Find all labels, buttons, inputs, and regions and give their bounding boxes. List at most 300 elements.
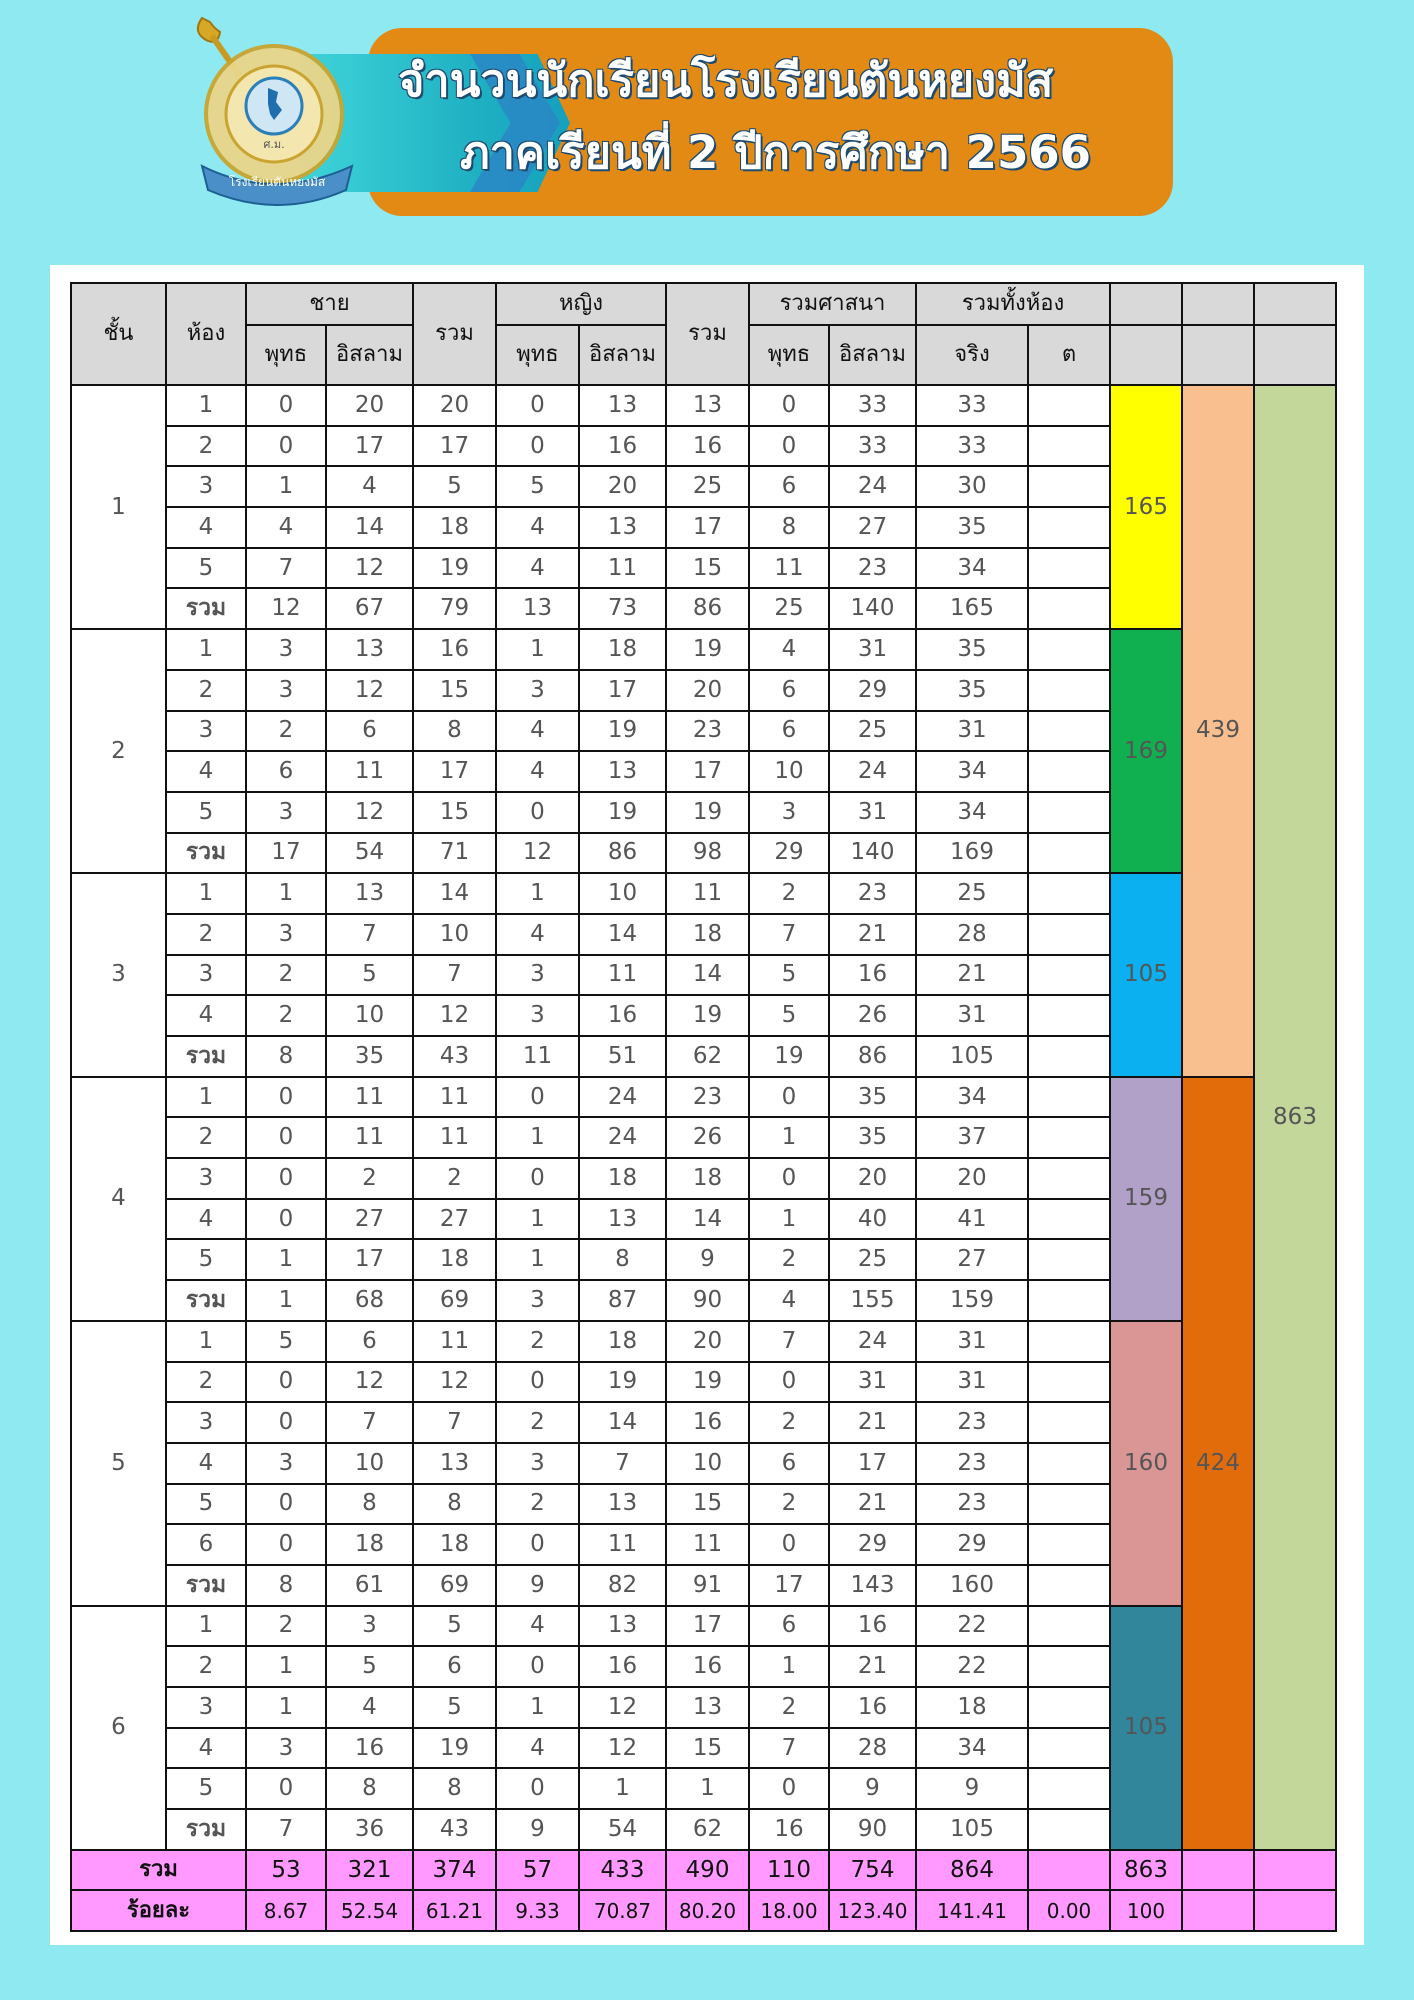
data-cell: 25 <box>829 1239 916 1280</box>
data-cell: 1 <box>666 1768 749 1809</box>
data-cell: 1 <box>246 873 326 914</box>
footer-cell: 8.67 <box>246 1890 326 1931</box>
header-male-total: รวม <box>413 283 496 385</box>
data-cell: 3 <box>496 1280 579 1321</box>
room-number: 3 <box>166 711 246 752</box>
data-cell: 3 <box>496 670 579 711</box>
data-cell: 35 <box>916 629 1028 670</box>
data-cell: 2 <box>413 1158 496 1199</box>
data-cell: 1 <box>496 629 579 670</box>
data-cell: 13 <box>496 588 579 629</box>
data-cell: 33 <box>916 426 1028 467</box>
table-row <box>71 1321 1336 1362</box>
data-cell: 27 <box>326 1199 413 1240</box>
student-count-table <box>70 282 1337 1932</box>
data-cell: 3 <box>246 629 326 670</box>
data-cell: 43 <box>413 1809 496 1850</box>
footer-cell: 433 <box>579 1850 666 1891</box>
data-cell: 12 <box>326 670 413 711</box>
footer-blank-cell <box>1254 1890 1336 1931</box>
data-cell: 16 <box>666 1646 749 1687</box>
data-cell: 54 <box>579 1809 666 1850</box>
data-cell: 27 <box>829 507 916 548</box>
header-blank <box>1254 325 1336 385</box>
data-cell: 1 <box>246 466 326 507</box>
data-cell: 17 <box>246 833 326 874</box>
data-cell: 34 <box>916 1077 1028 1118</box>
data-cell: 5 <box>326 955 413 996</box>
data-cell: 14 <box>579 1402 666 1443</box>
grade-total-box: 159 <box>1110 1077 1182 1321</box>
school-logo-icon <box>182 6 372 206</box>
data-cell: 8 <box>579 1239 666 1280</box>
data-cell: 13 <box>579 751 666 792</box>
data-cell: 6 <box>749 466 829 507</box>
data-cell: 2 <box>326 1158 413 1199</box>
data-cell: 17 <box>326 1239 413 1280</box>
footer-label: ร้อยละ <box>71 1890 246 1931</box>
grade-total-box: 160 <box>1110 1321 1182 1606</box>
data-cell: 20 <box>829 1158 916 1199</box>
data-cell: 91 <box>666 1565 749 1606</box>
data-cell: 33 <box>916 385 1028 426</box>
data-cell: 0 <box>246 1768 326 1809</box>
data-cell: 35 <box>829 1077 916 1118</box>
header-religion-buddhist: พุทธ <box>749 325 829 385</box>
data-cell: 6 <box>749 1606 829 1647</box>
data-cell: 4 <box>496 1606 579 1647</box>
data-cell: 10 <box>666 1443 749 1484</box>
data-cell: 10 <box>326 995 413 1036</box>
data-cell: 18 <box>413 1524 496 1565</box>
data-cell: 5 <box>749 995 829 1036</box>
data-cell: 4 <box>496 548 579 589</box>
header-blank <box>1110 325 1182 385</box>
header-religion-islam: อิสลาม <box>829 325 916 385</box>
data-cell: 2 <box>246 995 326 1036</box>
room-number: 2 <box>166 426 246 467</box>
footer-cell: 123.40 <box>829 1890 916 1931</box>
data-cell: 0 <box>246 1402 326 1443</box>
data-cell: 11 <box>413 1077 496 1118</box>
data-cell <box>1028 1321 1110 1362</box>
data-cell: 3 <box>326 1606 413 1647</box>
data-cell: 16 <box>666 426 749 467</box>
data-cell: 1 <box>246 1687 326 1728</box>
data-cell: 9 <box>829 1768 916 1809</box>
footer-cell: 374 <box>413 1850 496 1891</box>
data-cell: 7 <box>413 955 496 996</box>
data-cell <box>1028 1809 1110 1850</box>
data-cell: 11 <box>666 873 749 914</box>
data-cell: 34 <box>916 792 1028 833</box>
footer-cell: 0.00 <box>1028 1890 1110 1931</box>
data-cell: 15 <box>666 1728 749 1769</box>
data-cell: 24 <box>829 1321 916 1362</box>
data-cell: 3 <box>246 670 326 711</box>
data-cell: 2 <box>246 955 326 996</box>
room-number: 4 <box>166 1199 246 1240</box>
data-cell: 23 <box>829 548 916 589</box>
room-number: 2 <box>166 1646 246 1687</box>
data-cell: 13 <box>579 1484 666 1525</box>
data-cell: 51 <box>579 1036 666 1077</box>
table-row <box>71 1077 1336 1118</box>
footer-cell: 9.33 <box>496 1890 579 1931</box>
data-cell: 11 <box>579 1524 666 1565</box>
header-blank <box>1254 283 1336 325</box>
data-cell: 15 <box>413 792 496 833</box>
data-cell: 10 <box>413 914 496 955</box>
data-cell: 20 <box>579 466 666 507</box>
room-number: 4 <box>166 1443 246 1484</box>
room-number: 5 <box>166 548 246 589</box>
data-cell: 15 <box>666 548 749 589</box>
data-cell: 98 <box>666 833 749 874</box>
footer-cell: 53 <box>246 1850 326 1891</box>
header-grade: ชั้น <box>71 283 166 385</box>
data-cell: 18 <box>413 1239 496 1280</box>
data-cell: 23 <box>916 1402 1028 1443</box>
data-cell: 6 <box>326 1321 413 1362</box>
room-number: 4 <box>166 751 246 792</box>
data-cell: 6 <box>749 670 829 711</box>
data-cell: 9 <box>496 1809 579 1850</box>
data-cell: 1 <box>496 1117 579 1158</box>
data-cell: 9 <box>916 1768 1028 1809</box>
data-cell: 0 <box>246 1158 326 1199</box>
grade-cell: 1 <box>71 385 166 629</box>
footer-cell: 490 <box>666 1850 749 1891</box>
data-cell: 26 <box>829 995 916 1036</box>
data-cell: 4 <box>496 1728 579 1769</box>
data-cell: 29 <box>829 1524 916 1565</box>
data-cell: 12 <box>326 792 413 833</box>
data-cell: 0 <box>496 1768 579 1809</box>
room-number: 1 <box>166 1077 246 1118</box>
data-cell: 1 <box>246 1280 326 1321</box>
data-cell: 0 <box>496 1646 579 1687</box>
footer-blank-cell <box>1182 1890 1254 1931</box>
data-cell: 31 <box>829 792 916 833</box>
data-cell: 8 <box>413 1768 496 1809</box>
data-cell: 22 <box>916 1646 1028 1687</box>
data-cell: 21 <box>829 1402 916 1443</box>
data-cell: 0 <box>246 1077 326 1118</box>
data-cell <box>1028 1524 1110 1565</box>
data-cell: 0 <box>246 426 326 467</box>
data-cell: 7 <box>326 1402 413 1443</box>
data-cell <box>1028 1768 1110 1809</box>
data-cell: 5 <box>413 466 496 507</box>
data-cell: 16 <box>749 1809 829 1850</box>
data-cell: 11 <box>413 1117 496 1158</box>
data-cell: 19 <box>413 548 496 589</box>
data-cell: 2 <box>246 711 326 752</box>
data-cell: 31 <box>916 1362 1028 1403</box>
data-cell: 0 <box>496 1362 579 1403</box>
grade-sum-label: รวม <box>166 588 246 629</box>
data-cell: 11 <box>666 1524 749 1565</box>
data-cell: 25 <box>749 588 829 629</box>
room-number: 2 <box>166 670 246 711</box>
data-cell: 0 <box>496 792 579 833</box>
data-cell: 35 <box>916 507 1028 548</box>
room-number: 5 <box>166 1768 246 1809</box>
data-cell: 1 <box>749 1646 829 1687</box>
header-actual: จริง <box>916 325 1028 385</box>
data-cell: 11 <box>413 1321 496 1362</box>
data-cell: 17 <box>666 1606 749 1647</box>
data-cell: 6 <box>246 751 326 792</box>
data-cell: 2 <box>496 1321 579 1362</box>
grade-sum-label: รวม <box>166 1565 246 1606</box>
data-cell: 12 <box>413 995 496 1036</box>
data-cell: 15 <box>666 1484 749 1525</box>
data-cell: 18 <box>666 1158 749 1199</box>
footer-cell: 110 <box>749 1850 829 1891</box>
data-cell: 0 <box>496 1077 579 1118</box>
data-cell: 87 <box>579 1280 666 1321</box>
data-cell: 1 <box>496 1239 579 1280</box>
room-number: 4 <box>166 507 246 548</box>
section-total-box: 424 <box>1182 1077 1254 1850</box>
data-cell: 16 <box>326 1728 413 1769</box>
data-cell <box>1028 466 1110 507</box>
data-cell: 29 <box>829 670 916 711</box>
data-cell: 37 <box>916 1117 1028 1158</box>
footer-extra-cell: 863 <box>1110 1850 1182 1891</box>
data-cell: 8 <box>246 1565 326 1606</box>
data-cell: 28 <box>829 1728 916 1769</box>
data-cell: 12 <box>579 1687 666 1728</box>
data-cell: 23 <box>916 1484 1028 1525</box>
data-cell: 61 <box>326 1565 413 1606</box>
data-cell: 6 <box>326 711 413 752</box>
data-cell: 9 <box>496 1565 579 1606</box>
data-cell: 25 <box>666 466 749 507</box>
data-cell: 25 <box>829 711 916 752</box>
data-cell: 4 <box>326 1687 413 1728</box>
data-cell: 19 <box>413 1728 496 1769</box>
data-cell: 1 <box>749 1117 829 1158</box>
data-cell: 105 <box>916 1036 1028 1077</box>
data-cell: 12 <box>413 1362 496 1403</box>
data-cell: 31 <box>916 1321 1028 1362</box>
data-cell: 36 <box>326 1809 413 1850</box>
data-cell <box>1028 588 1110 629</box>
data-cell: 140 <box>829 588 916 629</box>
data-cell: 3 <box>246 1728 326 1769</box>
data-cell: 34 <box>916 1728 1028 1769</box>
data-cell: 20 <box>666 670 749 711</box>
data-cell: 9 <box>666 1239 749 1280</box>
data-cell: 0 <box>496 426 579 467</box>
section-total-box: 439 <box>1182 385 1254 1077</box>
grade-cell: 4 <box>71 1077 166 1321</box>
data-cell: 0 <box>246 385 326 426</box>
data-cell: 8 <box>326 1484 413 1525</box>
data-cell: 2 <box>749 1402 829 1443</box>
room-number: 3 <box>166 955 246 996</box>
data-cell: 24 <box>829 751 916 792</box>
data-cell <box>1028 1606 1110 1647</box>
footer-cell: 52.54 <box>326 1890 413 1931</box>
student-table-card <box>50 265 1364 1945</box>
data-cell: 33 <box>829 385 916 426</box>
data-cell: 10 <box>326 1443 413 1484</box>
data-cell: 69 <box>413 1280 496 1321</box>
data-cell: 12 <box>326 1362 413 1403</box>
data-cell: 90 <box>829 1809 916 1850</box>
grade-sum-label: รวม <box>166 1809 246 1850</box>
data-cell: 19 <box>666 629 749 670</box>
data-cell <box>1028 955 1110 996</box>
data-cell: 71 <box>413 833 496 874</box>
data-cell: 3 <box>246 792 326 833</box>
data-cell: 29 <box>916 1524 1028 1565</box>
data-cell: 8 <box>413 1484 496 1525</box>
logo-emblem-text: ศ.ม. <box>263 138 285 151</box>
room-number: 5 <box>166 1484 246 1525</box>
data-cell: 18 <box>579 629 666 670</box>
footer-cell: 141.41 <box>916 1890 1028 1931</box>
data-cell: 8 <box>326 1768 413 1809</box>
data-cell: 26 <box>666 1117 749 1158</box>
data-cell: 160 <box>916 1565 1028 1606</box>
room-number: 4 <box>166 995 246 1036</box>
room-number: 1 <box>166 385 246 426</box>
data-cell: 143 <box>829 1565 916 1606</box>
grade-sum-label: รวม <box>166 833 246 874</box>
footer-cell: 80.20 <box>666 1890 749 1931</box>
data-cell: 11 <box>749 548 829 589</box>
data-cell: 0 <box>246 1117 326 1158</box>
data-cell: 22 <box>916 1606 1028 1647</box>
data-cell: 3 <box>496 1443 579 1484</box>
data-cell: 13 <box>579 1606 666 1647</box>
data-cell: 7 <box>413 1402 496 1443</box>
data-cell: 2 <box>749 873 829 914</box>
data-cell: 15 <box>413 670 496 711</box>
data-cell: 31 <box>829 1362 916 1403</box>
data-cell: 30 <box>916 466 1028 507</box>
data-cell: 7 <box>579 1443 666 1484</box>
grade-total-box: 165 <box>1110 385 1182 629</box>
footer-blank-cell <box>1182 1850 1254 1891</box>
data-cell: 73 <box>579 588 666 629</box>
data-cell: 19 <box>579 792 666 833</box>
data-cell <box>1028 1484 1110 1525</box>
data-cell: 20 <box>326 385 413 426</box>
data-cell: 165 <box>916 588 1028 629</box>
room-number: 4 <box>166 1728 246 1769</box>
data-cell: 0 <box>749 1077 829 1118</box>
data-cell <box>1028 670 1110 711</box>
room-number: 6 <box>166 1524 246 1565</box>
data-cell: 16 <box>829 1606 916 1647</box>
grade-total-box: 169 <box>1110 629 1182 873</box>
grade-cell: 6 <box>71 1606 166 1850</box>
data-cell: 6 <box>749 1443 829 1484</box>
data-cell: 155 <box>829 1280 916 1321</box>
footer-cell: 754 <box>829 1850 916 1891</box>
data-cell: 4 <box>496 914 579 955</box>
data-cell: 5 <box>246 1321 326 1362</box>
data-cell: 21 <box>829 1646 916 1687</box>
data-cell: 17 <box>666 507 749 548</box>
data-cell: 21 <box>829 1484 916 1525</box>
data-cell: 3 <box>246 1443 326 1484</box>
data-cell: 20 <box>916 1158 1028 1199</box>
data-cell <box>1028 507 1110 548</box>
data-cell: 4 <box>749 629 829 670</box>
data-cell: 3 <box>749 792 829 833</box>
data-cell <box>1028 1117 1110 1158</box>
data-cell <box>1028 1158 1110 1199</box>
data-cell: 86 <box>666 588 749 629</box>
data-cell: 19 <box>666 1362 749 1403</box>
data-cell: 12 <box>326 548 413 589</box>
table-row <box>71 629 1336 670</box>
data-cell <box>1028 914 1110 955</box>
data-cell: 0 <box>246 1524 326 1565</box>
data-cell <box>1028 1362 1110 1403</box>
data-cell: 34 <box>916 548 1028 589</box>
data-cell <box>1028 1077 1110 1118</box>
room-number: 1 <box>166 873 246 914</box>
page-title-line-1: จำนวนนักเรียนโรงเรียนตันหยงมัส <box>398 54 1054 107</box>
data-cell: 1 <box>579 1768 666 1809</box>
data-cell: 3 <box>496 955 579 996</box>
room-number: 3 <box>166 1158 246 1199</box>
data-cell: 12 <box>579 1728 666 1769</box>
room-number: 2 <box>166 1362 246 1403</box>
data-cell: 41 <box>916 1199 1028 1240</box>
grade-sum-label: รวม <box>166 1280 246 1321</box>
room-number: 1 <box>166 1321 246 1362</box>
data-cell: 16 <box>829 1687 916 1728</box>
data-cell: 33 <box>829 426 916 467</box>
header-blank <box>1182 325 1254 385</box>
data-cell: 35 <box>326 1036 413 1077</box>
data-cell: 7 <box>326 914 413 955</box>
data-cell <box>1028 995 1110 1036</box>
data-cell: 7 <box>749 914 829 955</box>
data-cell <box>1028 1036 1110 1077</box>
data-cell: 28 <box>916 914 1028 955</box>
data-cell: 34 <box>916 751 1028 792</box>
room-number: 3 <box>166 1402 246 1443</box>
data-cell: 21 <box>829 914 916 955</box>
data-cell: 11 <box>326 1077 413 1118</box>
room-number: 2 <box>166 914 246 955</box>
footer-total-row <box>71 1850 1336 1891</box>
data-cell: 8 <box>749 507 829 548</box>
data-cell: 24 <box>579 1117 666 1158</box>
table-row <box>71 1606 1336 1647</box>
data-cell: 17 <box>413 751 496 792</box>
data-cell: 11 <box>326 1117 413 1158</box>
data-cell <box>1028 1199 1110 1240</box>
data-cell: 18 <box>579 1158 666 1199</box>
data-cell: 6 <box>413 1646 496 1687</box>
data-cell <box>1028 1239 1110 1280</box>
data-cell: 0 <box>246 1199 326 1240</box>
data-cell: 5 <box>413 1687 496 1728</box>
data-cell: 18 <box>579 1321 666 1362</box>
data-cell: 27 <box>916 1239 1028 1280</box>
